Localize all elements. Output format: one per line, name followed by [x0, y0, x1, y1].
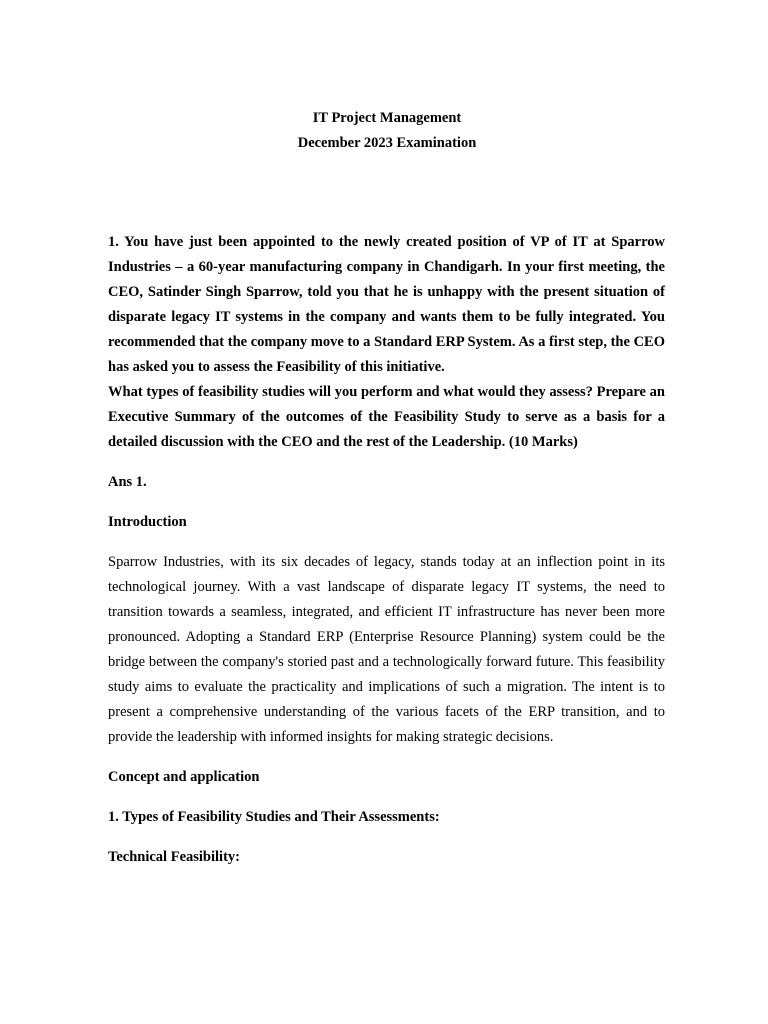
question-paragraph-2: What types of feasibility studies will you perform and what would they assess? Prepare an Executive Summary of the outcomes of the Feasibility Study to serve as a basis for a detailed discussion with the CEO and the rest of the Leadership. (10 Marks) — [108, 384, 665, 450]
feasibility-types-heading: 1. Types of Feasibility Studies and Their Assessments: — [108, 809, 440, 825]
introduction-paragraph: Sparrow Industries, with its six decades of legacy, stands today at an inflection point in its technological journey. With a vast landscape of disparate legacy IT systems, the need to transition towards a seamless, integrated, and efficient IT infrastructure has never been more pronounced. Adopting a Standard ERP (Enterprise Resource Planning) system could be the bridge between the company's storied past and a technologically forward future. This feasibility study aims to evaluate the practicality and implications of such a migration. The intent is to present a comprehensive understanding of the various facets of the ERP transition, and to provide the leadership with informed insights for making strategic decisions. — [108, 554, 665, 745]
document-header — [0, 106, 768, 156]
question-block — [108, 230, 665, 455]
concept-heading: Concept and application — [108, 769, 260, 785]
technical-feasibility-heading: Technical Feasibility: — [108, 849, 240, 865]
introduction-heading: Introduction — [108, 514, 187, 530]
answer-label: Ans 1. — [108, 474, 147, 490]
exam-session: December 2023 Examination — [297, 135, 477, 151]
course-title: IT Project Management — [312, 110, 462, 126]
question-paragraph-1: 1. You have just been appointed to the newly created position of VP of IT at Sparrow Industries – a 60-year manufacturing company in Chandigarh. In your first meeting, the CEO, Satinder Singh Sparrow, told you that he is unhappy with the present situation of disparate legacy IT systems in the company and wants them to be fully integrated. You recommended that the company move to a Standard ERP System. As a first step, the CEO has asked you to assess the Feasibility of this initiative. — [108, 234, 665, 375]
document-body — [108, 230, 665, 870]
